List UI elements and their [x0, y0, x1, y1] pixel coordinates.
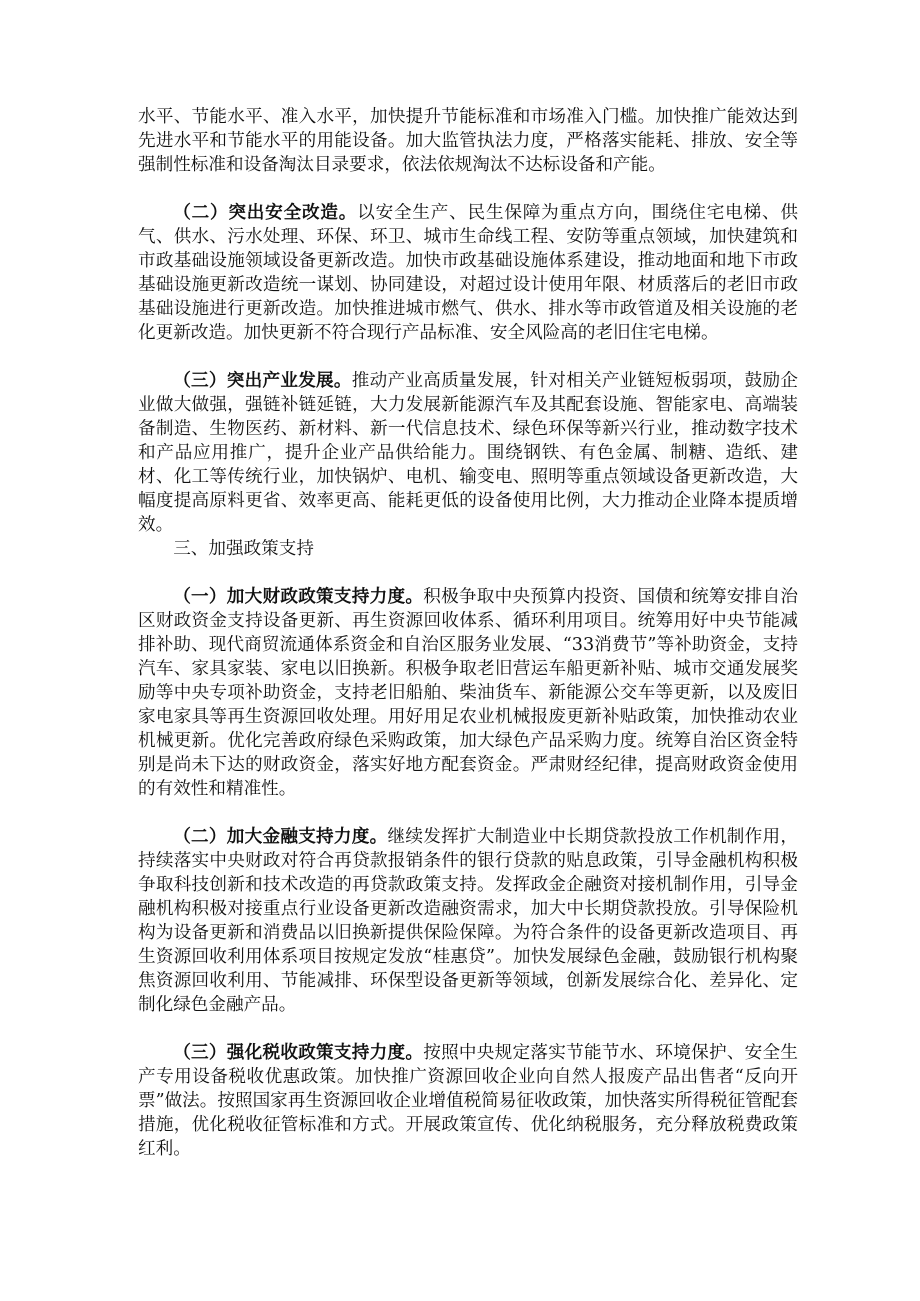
paragraph-fiscal-policy	[138, 585, 798, 801]
document-body	[138, 105, 798, 1161]
paragraph-text: 推动产业高质量发展，针对相关产业链短板弱项，鼓励企业做大做强，强链补链延链，大力发展新能源汽车及其配套设施、智能家电、高端装备制造、生物医药、新材料、新一代信息技术、绿色环保等新兴行业，推动数字技术和产品应用推广，提升企业产品供给能力。围绕钢铁、有色金属、制糖、造纸、建材、化工等传统行业，加快锅炉、电机、输变电、照明等重点领域设备更新改造，大幅度提高原料更省、效率更高、能耗更低的设备使用比例，大力推动企业降本提质增效。	[138, 371, 798, 535]
section-heading: 三、加强政策支持	[173, 539, 314, 559]
paragraph-text: 以安全生产、民生保障为重点方向，围绕住宅电梯、供气、供水、污水处理、环保、环卫、城市生命线工程、安防等重点领域，加快建筑和市政基础设施领域设备更新改造。加快市政基础设施体系建设，推动地面和地下市政基础设施更新改造统一谋划、协同建设，对超过设计使用年限、材质落后的老旧市政基础设施进行更新改造。加快推进城市燃气、供水、排水等市政管道及相关设施的老化更新改造。加快更新不符合现行产品标准、安全风险高的老旧住宅电梯。	[138, 203, 798, 343]
paragraph-lead: （二）加大金融支持力度。	[173, 826, 388, 847]
paragraph-lead: （一）加大财政政策支持力度。	[173, 586, 424, 607]
paragraph-energy-standards: 水平、节能水平、准入水平，加快提升节能标准和市场准入门槛。加快推广能效达到先进水平和节能水平的用能设备。加大监管执法力度，严格落实能耗、排放、安全等强制性标准和设备淘汰目录要求，依法依规淘汰不达标设备和产能。	[138, 107, 798, 175]
paragraph-industry-development	[138, 369, 798, 537]
paragraph-text: 按照中央规定落实节能节水、环境保护、安全生产专用设备税收优惠政策。加快推广资源回收企业向自然人报废产品出售者“反向开票”做法。按照国家再生资源回收企业增值税简易征收政策，加快落实所得税征管配套措施，优化税收征管标准和方式。开展政策宣传、优化纳税服务，充分释放税费政策红利。	[138, 1043, 798, 1159]
paragraph-text: 继续发挥扩大制造业中长期贷款投放工作机制作用，持续落实中央财政对符合再贷款报销条件的银行贷款的贴息政策，引导金融机构积极争取科技创新和技术改造的再贷款政策支持。发挥政金企融资对接机制作用，引导金融机构积极对接重点行业设备更新改造融资需求，加大中长期贷款投放。引导保险机构为设备更新和消费品以旧换新提供保险保障。为符合条件的设备更新改造项目、再生资源回收利用体系项目按规定发放“桂惠贷”。加快发展绿色金融，鼓励银行机构聚焦资源回收利用、节能减排、环保型设备更新等领域，创新发展综合化、差异化、定制化绿色金融产品。	[138, 827, 798, 1015]
paragraph-text: 积极争取中央预算内投资、国债和统筹安排自治区财政资金支持设备更新、再生资源回收体系、循环利用项目。统筹用好中央节能减排补助、现代商贸流通体系资金和自治区服务业发展、“33消费节”等补助资金，支持汽车、家具家装、家电以旧换新。积极争取老旧营运车船更新补贴、城市交通发展奖励等中央专项补助资金，支持老旧船舶、柴油货车、新能源公交车等更新，以及废旧家电家具等再生资源回收处理。用好用足农业机械报废更新补贴政策，加快推动农业机械更新。优化完善政府绿色采购政策，加大绿色产品采购力度。统筹自治区资金特别是尚未下达的财政资金，落实好地方配套资金。严肃财经纪律，提高财政资金使用的有效性和精准性。	[138, 587, 798, 799]
paragraph-financial-support	[138, 825, 798, 1017]
paragraph-tax-policy	[138, 1041, 798, 1161]
paragraph-lead: （二）突出安全改造。	[173, 202, 358, 223]
paragraph-lead: （三）强化税收政策支持力度。	[173, 1042, 424, 1063]
paragraph-safety-renovation	[138, 201, 798, 345]
paragraph-lead: （三）突出产业发展。	[173, 370, 352, 391]
